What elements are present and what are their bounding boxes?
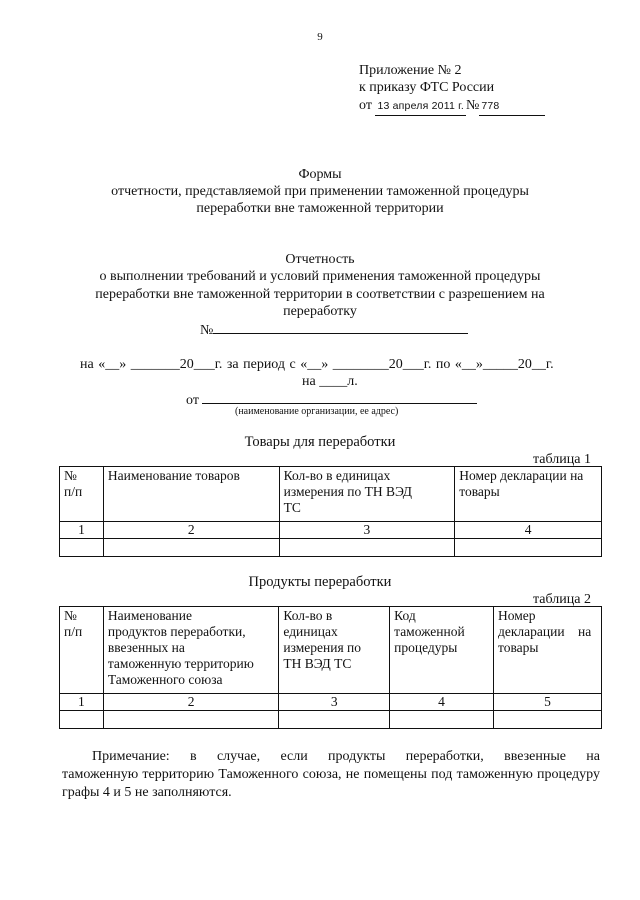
forms-title: Формы	[298, 167, 342, 182]
organization-caption: (наименование организации, ее адрес)	[235, 406, 399, 417]
appendix-line: Приложение № 2	[359, 63, 462, 78]
empty-cell	[455, 539, 602, 557]
order-reference: к приказу ФТС России	[359, 80, 495, 95]
empty-cell	[493, 711, 601, 729]
report-subtitle-3: переработку	[283, 304, 357, 319]
page-number: 9	[317, 31, 323, 43]
table-header-row	[60, 607, 602, 694]
empty-cell	[60, 539, 104, 557]
column-number-row	[60, 694, 602, 711]
date-prefix: от	[359, 98, 372, 113]
column-number: 4	[455, 522, 602, 539]
note-paragraph: Примечание: в случае, если продукты переработки, ввезенные на таможенную территорию Таможенного союза, не помещены под таможенную процедуру графы 4 и 5 не заполняются.	[62, 749, 604, 800]
sheets-line: на ____л.	[302, 374, 358, 389]
header-cell: № п/п	[60, 467, 104, 522]
period-line: на «__» _______20___г. за период с «__» ________20___г. по «__»_____20__г.	[80, 357, 554, 372]
header-cell: Кол-во в единицах измерения по ТН ВЭД ТС	[279, 467, 455, 522]
permit-number-label: №	[200, 323, 214, 338]
column-number: 3	[279, 694, 390, 711]
permit-number-blank	[213, 320, 468, 334]
column-number: 4	[390, 694, 494, 711]
header-cell: Наименование товаров	[103, 467, 279, 522]
report-subtitle-2: переработки вне таможенной территории в соответствии с разрешением на	[95, 287, 545, 302]
table-header-row	[60, 467, 602, 522]
header-cell: № п/п	[60, 607, 104, 694]
header-cell: Номер декларации на товары	[455, 467, 602, 522]
forms-subtitle-1: отчетности, представляемой при применении таможенной процедуры	[111, 184, 529, 199]
column-number-row	[60, 522, 602, 539]
organization-blank	[202, 390, 477, 404]
table2-title: Продукты переработки	[248, 574, 392, 590]
empty-cell	[390, 711, 494, 729]
table2-label: таблица 2	[533, 592, 591, 607]
column-number: 1	[60, 694, 104, 711]
table1-title: Товары для переработки	[244, 434, 396, 450]
header-cell: Номер декларации на товары	[493, 607, 601, 694]
order-date-line	[359, 97, 545, 116]
empty-cell	[60, 711, 104, 729]
report-title: Отчетность	[285, 252, 355, 267]
column-number: 2	[103, 522, 279, 539]
forms-subtitle-2: переработки вне таможенной территории	[196, 201, 444, 216]
goods-table	[59, 466, 602, 557]
permit-number-line	[200, 320, 468, 339]
column-number: 2	[103, 694, 279, 711]
table-row	[60, 711, 602, 729]
column-number: 1	[60, 522, 104, 539]
header-cell: Наименование продуктов переработки, ввезенных на таможенную территорию Таможенного союза	[103, 607, 279, 694]
order-number: 778	[479, 98, 545, 116]
empty-cell	[279, 711, 390, 729]
number-prefix: №	[465, 98, 480, 113]
header-cell: Код таможенной процедуры	[390, 607, 494, 694]
table1-label: таблица 1	[533, 452, 591, 467]
column-number: 3	[279, 522, 455, 539]
header-cell: Кол-во в единицах измерения по ТН ВЭД ТС	[279, 607, 390, 694]
order-date: 13 апреля 2011 г.	[375, 98, 466, 116]
products-table	[59, 606, 602, 729]
table-row	[60, 539, 602, 557]
report-subtitle-1: о выполнении требований и условий применения таможенной процедуры	[99, 269, 541, 284]
empty-cell	[103, 539, 279, 557]
organization-label: от	[186, 393, 199, 408]
column-number: 5	[493, 694, 601, 711]
empty-cell	[103, 711, 279, 729]
empty-cell	[279, 539, 455, 557]
